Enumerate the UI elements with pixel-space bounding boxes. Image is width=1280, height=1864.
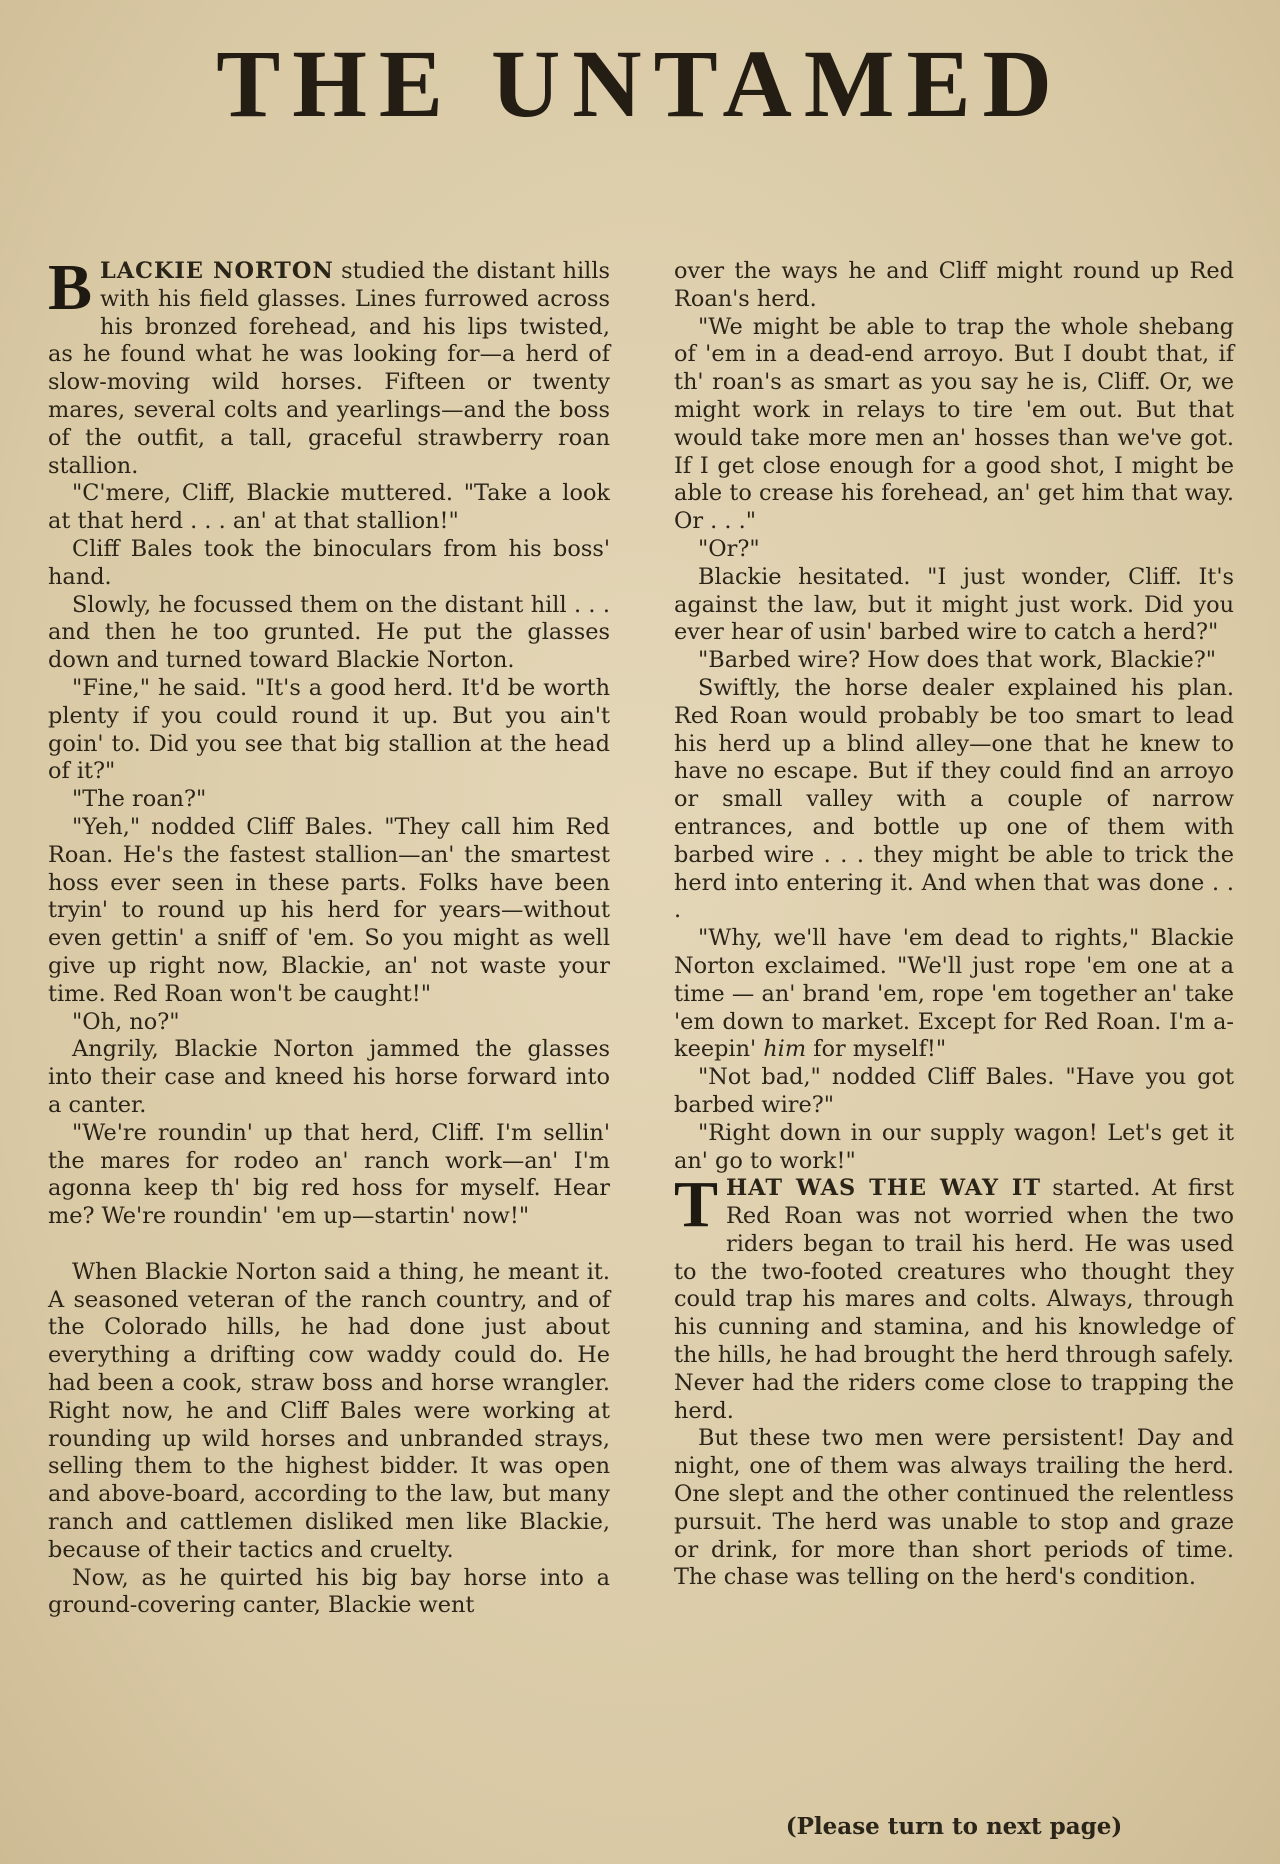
opening-text: studied the distant hills with his field glasses. Lines furrowed across his bronzed forehead, and his lips twisted, as he found what he was looking for—a herd of slow-moving wild horses. Fifteen or twenty mares, several colts and yearlings—and the boss of the outfit, a tall, graceful strawberry roan stallion. [48,258,610,479]
paragraph: "We might be able to trap the whole shebang of 'em in a dead-end arroyo. But I doubt that, if th' roan's as smart as you say he is, Cliff. Or, we might work in relays to tire 'em out. But that would take more men an' hosses than we've got. If I get close enough for a good shot, I might be able to crease his forehead, an' get him that way. Or . . ." [674,313,1234,535]
paragraph-tail: for myself!" [806,1036,947,1063]
paragraph: "We're roundin' up that herd, Cliff. I'm sellin' the mares for rodeo an' ranch work—an' I'm agonna keep th' big red hoss for myself. Hear me? We're roundin' 'em up—startin' now!" [48,1119,610,1230]
continue-note: (Please turn to next page) [785,1813,1123,1840]
paragraph: Angrily, Blackie Norton jammed the glasses into their case and kneed his horse forward into a canter. [48,1036,610,1118]
paragraph: "Fine," he said. "It's a good herd. It'd be worth plenty if you could round it up. But you ain't goin' to. Did you see that big stallion at the head of it?" [48,674,610,785]
opening-paragraph [48,251,610,480]
paragraph-with-emphasis [674,925,1234,1064]
section-opening-text: started. At first Red Roan was not worried when the two riders began to trail his herd. He was used to the two-footed creatures who thought they could trap his mares and colts. Always, through his cunning and stamina, and his knowledge of the hills, he had brought the herd through safely. Never had the riders come close to trapping the herd. [674,1175,1234,1424]
paragraph: When Blackie Norton said a thing, he meant it. A seasoned veteran of the ranch country, and of the Colorado hills, he had done just about everything a drifting cow waddy could do. He had been a cook, straw boss and horse wrangler. Right now, he and Cliff Bales were working at rounding up wild horses and unbranded strays, selling them to the highest bidder. It was open and above-board, according to the law, but many ranch and cattlemen disliked men like Blackie, because of their tactics and cruelty. [48,1258,610,1563]
paragraph-text: "Why, we'll have 'em dead to rights," Blackie Norton exclaimed. "We'll just rope 'em one at a time — an' brand 'em, rope 'em together an' take 'em down to market. Except for Red Roan. I'm a-keepin' [674,925,1234,1063]
paragraph: "Oh, no?" [72,1008,180,1035]
paragraph: Now, as he quirted his big bay horse into a ground-covering canter, Blackie went [48,1564,610,1619]
paragraph: over the ways he and Cliff might round up Red Roan's herd. [674,258,1234,312]
paragraph: "C'mere, Cliff, Blackie muttered. "Take a look at that herd . . . an' at that stallion!" [48,480,610,535]
paragraph: "The roan?" [72,786,207,813]
paragraph: Swiftly, the horse dealer explained his plan. Red Roan would probably be too smart to lead his herd up a blind alley—one that he knew to have no escape. But if they could find an arroyo or small valley with a couple of narrow entrances, and bottle up one of them with barbed wire . . . they might be able to trick the herd into entering it. And when that was done . . . [674,674,1234,924]
paragraph: "Not bad," nodded Cliff Bales. "Have you got barbed wire?" [674,1064,1234,1118]
paragraph: "Barbed wire? How does that work, Blackie?" [698,647,1217,674]
drop-cap: T [674,1168,719,1242]
left-column [48,251,610,1620]
section-opening-paragraph [674,1168,1234,1425]
drop-cap: B [48,251,93,324]
story-title: THE UNTAMED [216,30,1064,137]
paragraph: "Yeh," nodded Cliff Bales. "They call him Red Roan. He's the fastest stallion—an' the smartest hoss ever seen in these parts. Folks have been tryin' to round up his herd for years—without even gettin' a sniff of 'em. So you might as well give up right now, Blackie, an' not waste your time. Red Roan won't be caught!" [48,813,610,1007]
right-column [674,258,1234,1592]
lead-in: HAT WAS THE WAY IT [726,1175,1042,1202]
lead-in: LACKIE NORTON [100,258,334,284]
paragraph: "Right down in our supply wagon! Let's get it an' go to work!" [674,1119,1234,1174]
paragraph: Cliff Bales took the binoculars from his boss' hand. [48,535,610,590]
emphasis: him [763,1036,807,1063]
paragraph: Slowly, he focussed them on the distant hill . . . and then he too grunted. He put the glasses down and turned toward Blackie Norton. [48,591,610,674]
paragraph: "Or?" [698,535,760,562]
paragraph: But these two men were persistent! Day and night, one of them was always trailing the herd. One slept and the other continued the relentless pursuit. The herd was unable to stop and graze or drink, for more than short periods of time. The chase was telling on the herd's condition. [674,1425,1234,1591]
paragraph: Blackie hesitated. "I just wonder, Cliff. It's against the law, but it might just work. Did you ever hear of usin' barbed wire to catch a herd?" [674,563,1234,646]
